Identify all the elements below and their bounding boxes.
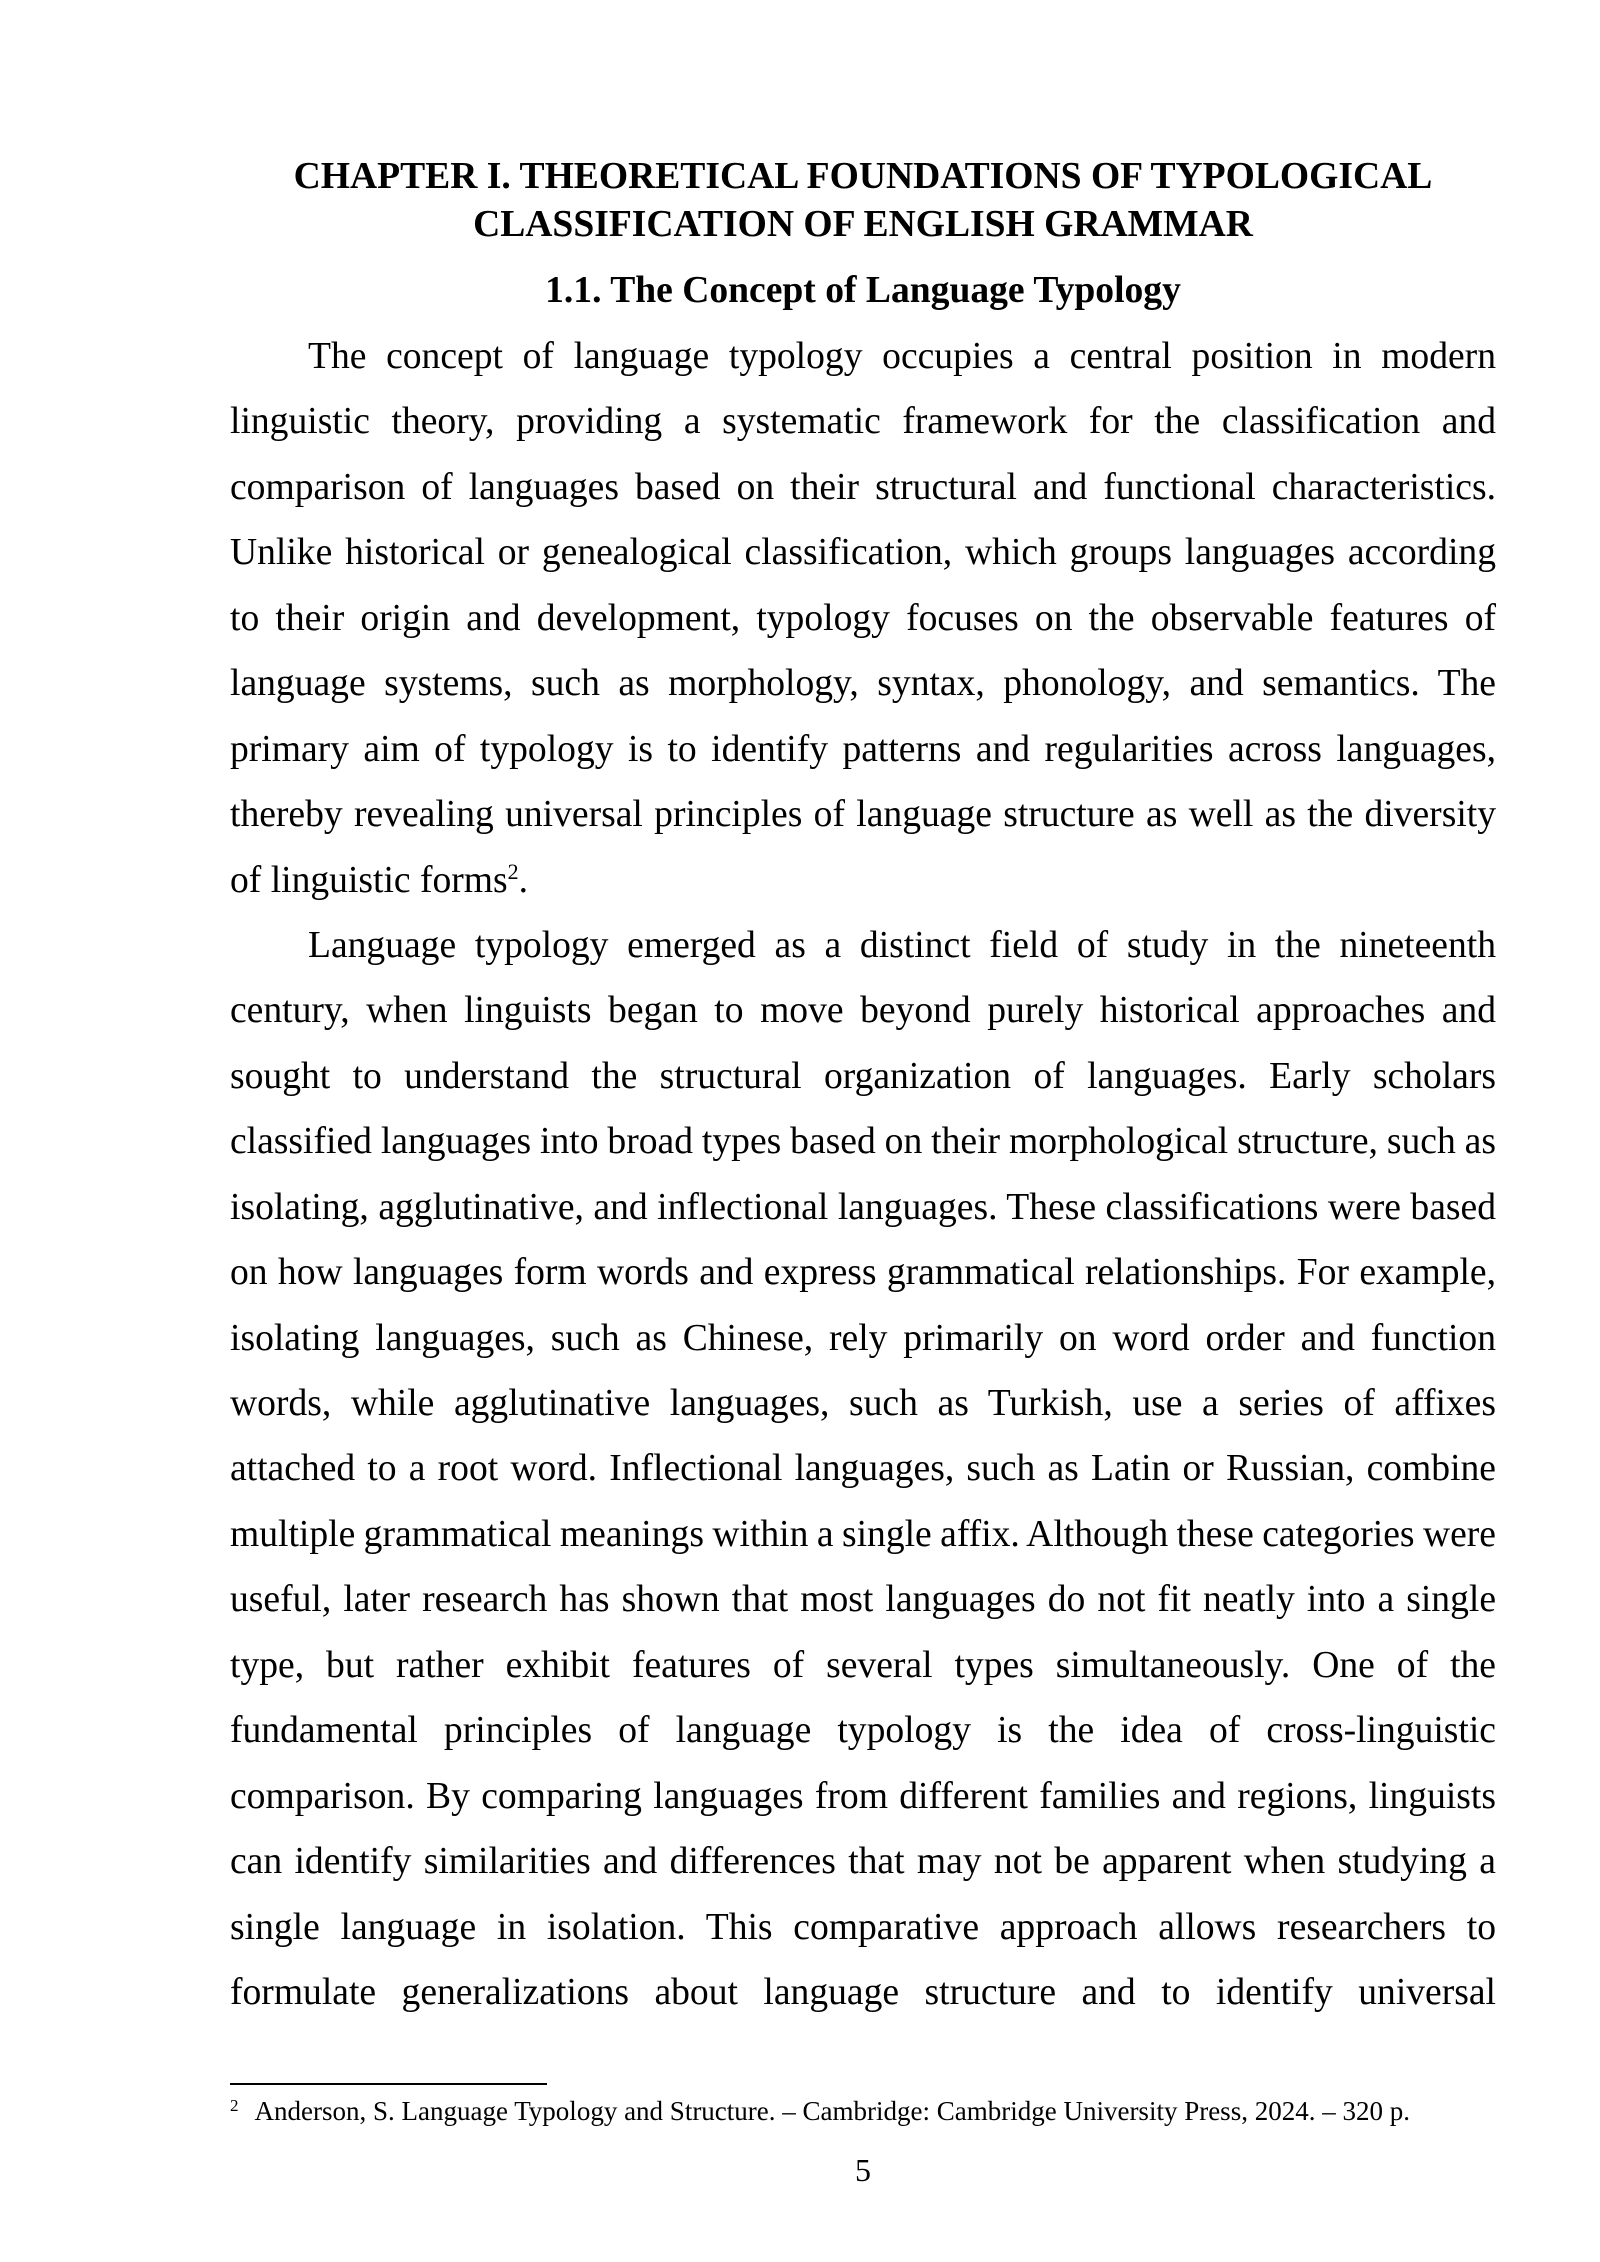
body-text-fragment: of linguistic forms: [230, 859, 508, 901]
chapter-title-line: CLASSIFICATION OF ENGLISH GRAMMAR: [473, 204, 1253, 245]
body-text-line: primary aim of typology is to identify patterns and regularities across languages,: [230, 728, 1496, 770]
body-text-line: Language typology emerged as a distinct field of study in the nineteenth: [308, 924, 1496, 966]
section-title: 1.1. The Concept of Language Typology: [545, 270, 1181, 311]
body-text-line: multiple grammatical meanings within a single affix. Although these categories were: [230, 1513, 1496, 1555]
body-text-line: comparison. By comparing languages from different families and regions, linguists: [230, 1775, 1496, 1817]
body-text-line: can identify similarities and differences that may not be apparent when studying a: [230, 1841, 1496, 1883]
body-text-line: isolating languages, such as Chinese, rely primarily on word order and function: [230, 1317, 1496, 1359]
body-text-line: attached to a root word. Inflectional languages, such as Latin or Russian, combine: [230, 1448, 1496, 1490]
body-text-line: The concept of language typology occupies a central position in modern: [308, 336, 1496, 377]
body-text-line: isolating, agglutinative, and inflectional languages. These classifications were based: [230, 1186, 1496, 1228]
body-text-line: sought to understand the structural organization of languages. Early scholars: [230, 1055, 1496, 1097]
body-text-line: language systems, such as morphology, syntax, phonology, and semantics. The: [230, 663, 1496, 705]
body-text-line: comparison of languages based on their structural and functional characteristics.: [230, 466, 1496, 508]
footnote-separator: [230, 2083, 547, 2085]
footnote: [230, 2095, 1496, 2131]
footnote-marker: 2: [230, 2096, 239, 2115]
page-number: 5: [855, 2152, 871, 2188]
body-text-line: words, while agglutinative languages, such as Turkish, use a series of affixes: [230, 1383, 1496, 1424]
paragraph: [230, 324, 1496, 913]
body-text-line: century, when linguists began to move beyond purely historical approaches and: [230, 990, 1496, 1032]
footnote-text: Anderson, S. Language Typology and Structure. – Cambridge: Cambridge University Press, 2024. – 320 p.: [254, 2096, 1410, 2126]
body-text-line: formulate generalizations about language structure and to identify universal: [230, 1971, 1496, 2013]
body-text-line: single language in isolation. This comparative approach allows researchers to: [230, 1906, 1496, 1948]
body-text-line: [230, 848, 1496, 913]
body-text: [230, 324, 1496, 2025]
body-text-line: useful, later research has shown that most languages do not fit neatly into a single: [230, 1579, 1496, 1621]
body-text-line: to their origin and development, typology focuses on the observable features of: [230, 597, 1496, 639]
paragraph: [230, 913, 1496, 2025]
body-text-line: on how languages form words and express grammatical relationships. For example,: [230, 1252, 1496, 1294]
body-text-fragment: .: [518, 859, 529, 901]
chapter-title-line: CHAPTER I. THEORETICAL FOUNDATIONS OF TYPOLOGICAL: [293, 156, 1433, 197]
body-text-line: Unlike historical or genealogical classification, which groups languages according: [230, 532, 1496, 574]
chapter-title: [230, 153, 1496, 249]
body-text-line: fundamental principles of language typology is the idea of cross-linguistic: [230, 1710, 1496, 1752]
body-text-line: linguistic theory, providing a systematic framework for the classification and: [230, 401, 1496, 443]
body-text-line: type, but rather exhibit features of several types simultaneously. One of the: [230, 1644, 1496, 1686]
body-text-line: classified languages into broad types based on their morphological structure, such as: [230, 1121, 1496, 1163]
body-text-line: thereby revealing universal principles of language structure as well as the diversity: [230, 794, 1496, 836]
footnote-reference: 2: [507, 858, 519, 884]
